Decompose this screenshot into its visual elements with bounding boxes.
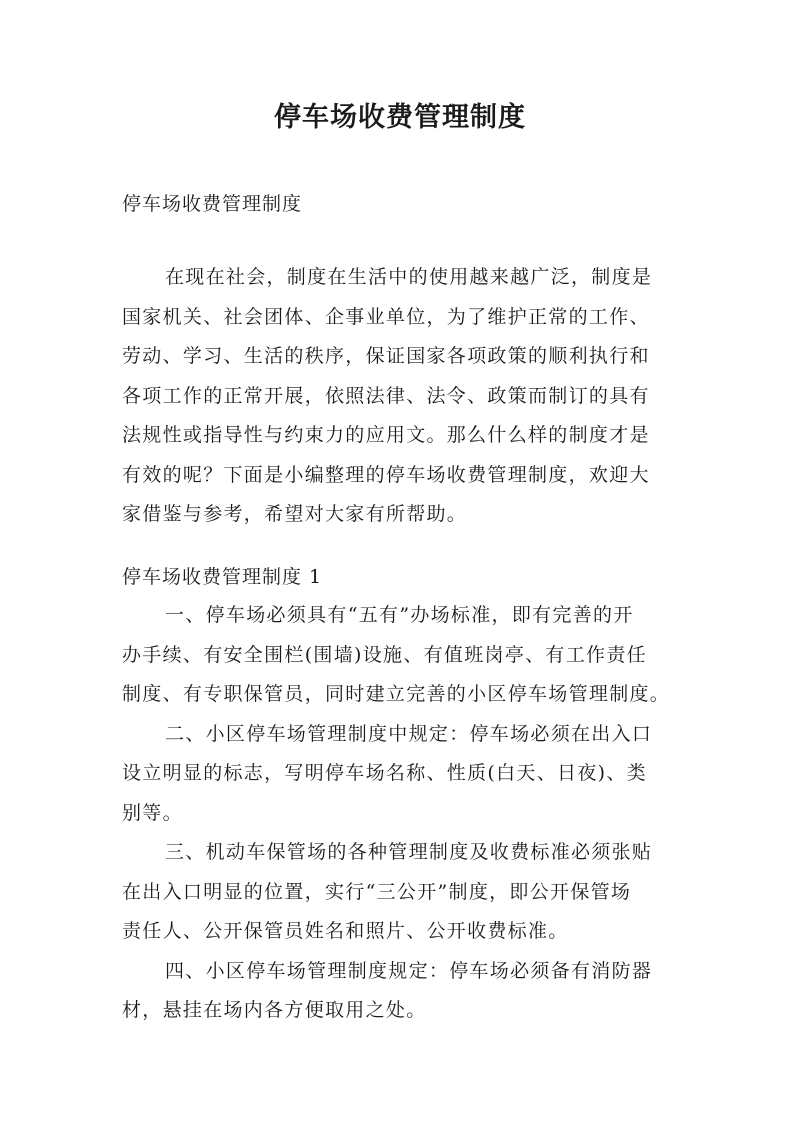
body-line: 三、机动车保管场的各种管理制度及收费标准必须张贴: [165, 841, 653, 863]
intro-paragraph: [122, 258, 692, 535]
body-line: 责任人、公开保管员姓名和照片、公开收费标准。: [122, 920, 569, 942]
intro-line: 国家机关、社会团体、企事业单位，为了维护正常的工作、: [122, 305, 650, 328]
body-line: 在出入口明显的位置，实行“三公开”制度，即公开保管场: [122, 880, 632, 903]
intro-line: 有效的呢？下面是小编整理的停车场收费管理制度，欢迎大: [122, 463, 650, 486]
body-line: 材，悬挂在场内各方便取用之处。: [122, 999, 427, 1021]
section-heading: 停车场收费管理制度 1: [122, 566, 323, 588]
body-line: 办手续、有安全围栏(围墙)设施、有值班岗亭、有工作责任: [122, 643, 647, 666]
document-subtitle: 停车场收费管理制度: [122, 193, 303, 215]
intro-line: 法规性或指导性与约束力的应用文。那么什么样的制度才是: [122, 424, 650, 446]
body-line: 设立明显的标志，写明停车场名称、性质(白天、日夜)、类: [122, 762, 647, 784]
section-body: [122, 596, 692, 1031]
body-line: 制度、有专职保管员，同时建立完善的小区停车场管理制度。: [122, 683, 671, 705]
body-line: 四、小区停车场管理制度规定：停车场必须备有消防器: [165, 959, 653, 982]
intro-line: 家借鉴与参考，希望对大家有所帮助。: [122, 503, 468, 525]
body-line: 一、停车场必须具有“五有”办场标准，即有完善的开: [165, 604, 634, 626]
intro-line: 在现在社会，制度在生活中的使用越来越广泛，制度是: [165, 266, 653, 288]
body-line: 别等。: [122, 801, 183, 824]
body-line: 二、小区停车场管理制度中规定：停车场必须在出入口: [165, 722, 653, 745]
intro-line: 劳动、学习、生活的秩序，保证国家各项政策的顺利执行和: [122, 345, 650, 367]
document-title: 停车场收费管理制度: [274, 102, 526, 133]
intro-line: 各项工作的正常开展，依照法律、法令、政策而制订的具有: [122, 384, 650, 407]
